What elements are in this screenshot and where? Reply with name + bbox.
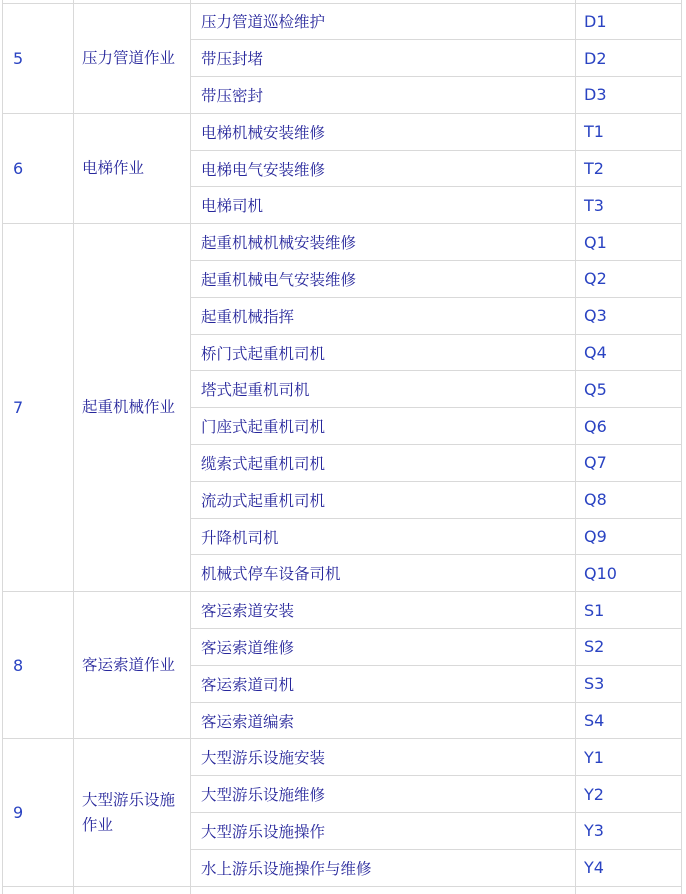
clipped-cell — [576, 886, 682, 894]
category-cell: 压力管道作业 — [74, 3, 191, 113]
table-row — [3, 113, 682, 150]
item-code-cell: Q10 — [576, 555, 682, 592]
item-name-cell: 起重机械指挥 — [191, 297, 576, 334]
clipped-cell — [74, 886, 191, 894]
item-name-cell: 带压密封 — [191, 77, 576, 114]
item-name-cell: 客运索道编索 — [191, 702, 576, 739]
item-code-cell: D3 — [576, 77, 682, 114]
item-name-cell: 塔式起重机司机 — [191, 371, 576, 408]
item-name-cell: 缆索式起重机司机 — [191, 445, 576, 482]
item-name-cell: 客运索道安装 — [191, 592, 576, 629]
item-code-cell: Q8 — [576, 481, 682, 518]
item-code-cell: Q5 — [576, 371, 682, 408]
item-code-cell: Q7 — [576, 445, 682, 482]
item-code-cell: Q4 — [576, 334, 682, 371]
item-name-cell: 起重机械机械安装维修 — [191, 224, 576, 261]
item-name-cell: 大型游乐设施操作 — [191, 813, 576, 850]
table-row — [3, 3, 682, 40]
item-code-cell: S1 — [576, 592, 682, 629]
clipped-row-bottom — [3, 886, 682, 894]
item-name-cell: 桥门式起重机司机 — [191, 334, 576, 371]
table-row — [3, 739, 682, 776]
item-name-cell: 客运索道司机 — [191, 665, 576, 702]
item-code-cell: Y1 — [576, 739, 682, 776]
item-name-cell: 大型游乐设施维修 — [191, 776, 576, 813]
category-cell: 起重机械作业 — [74, 224, 191, 592]
table-row — [3, 224, 682, 261]
category-cell: 电梯作业 — [74, 113, 191, 223]
item-name-cell: 起重机械电气安装维修 — [191, 261, 576, 298]
item-code-cell: D2 — [576, 40, 682, 77]
clipped-cell — [3, 886, 74, 894]
serial-number-cell: 8 — [3, 592, 74, 739]
serial-number-cell: 5 — [3, 3, 74, 113]
item-code-cell: Y3 — [576, 813, 682, 850]
item-name-cell: 电梯电气安装维修 — [191, 150, 576, 187]
serial-number-cell: 9 — [3, 739, 74, 886]
category-cell: 大型游乐设施作业 — [74, 739, 191, 886]
item-code-cell: Q3 — [576, 297, 682, 334]
item-name-cell: 电梯机械安装维修 — [191, 113, 576, 150]
item-code-cell: T1 — [576, 113, 682, 150]
clipped-cell — [191, 886, 576, 894]
item-code-cell: Q2 — [576, 261, 682, 298]
category-cell: 客运索道作业 — [74, 592, 191, 739]
item-name-cell: 水上游乐设施操作与维修 — [191, 849, 576, 886]
item-code-cell: T3 — [576, 187, 682, 224]
item-code-cell: Y2 — [576, 776, 682, 813]
item-name-cell: 电梯司机 — [191, 187, 576, 224]
item-code-cell: Y4 — [576, 849, 682, 886]
certification-items-table — [2, 0, 682, 894]
item-code-cell: S3 — [576, 665, 682, 702]
serial-number-cell: 7 — [3, 224, 74, 592]
item-name-cell: 压力管道巡检维护 — [191, 3, 576, 40]
item-code-cell: T2 — [576, 150, 682, 187]
item-code-cell: S2 — [576, 629, 682, 666]
serial-number-cell: 6 — [3, 113, 74, 223]
item-code-cell: S4 — [576, 702, 682, 739]
item-name-cell: 门座式起重机司机 — [191, 408, 576, 445]
item-name-cell: 大型游乐设施安装 — [191, 739, 576, 776]
item-name-cell: 机械式停车设备司机 — [191, 555, 576, 592]
item-code-cell: Q6 — [576, 408, 682, 445]
item-name-cell: 带压封堵 — [191, 40, 576, 77]
table-row — [3, 592, 682, 629]
item-code-cell: Q9 — [576, 518, 682, 555]
table-body — [3, 0, 682, 894]
item-code-cell: D1 — [576, 3, 682, 40]
item-code-cell: Q1 — [576, 224, 682, 261]
item-name-cell: 升降机司机 — [191, 518, 576, 555]
item-name-cell: 客运索道维修 — [191, 629, 576, 666]
item-name-cell: 流动式起重机司机 — [191, 481, 576, 518]
